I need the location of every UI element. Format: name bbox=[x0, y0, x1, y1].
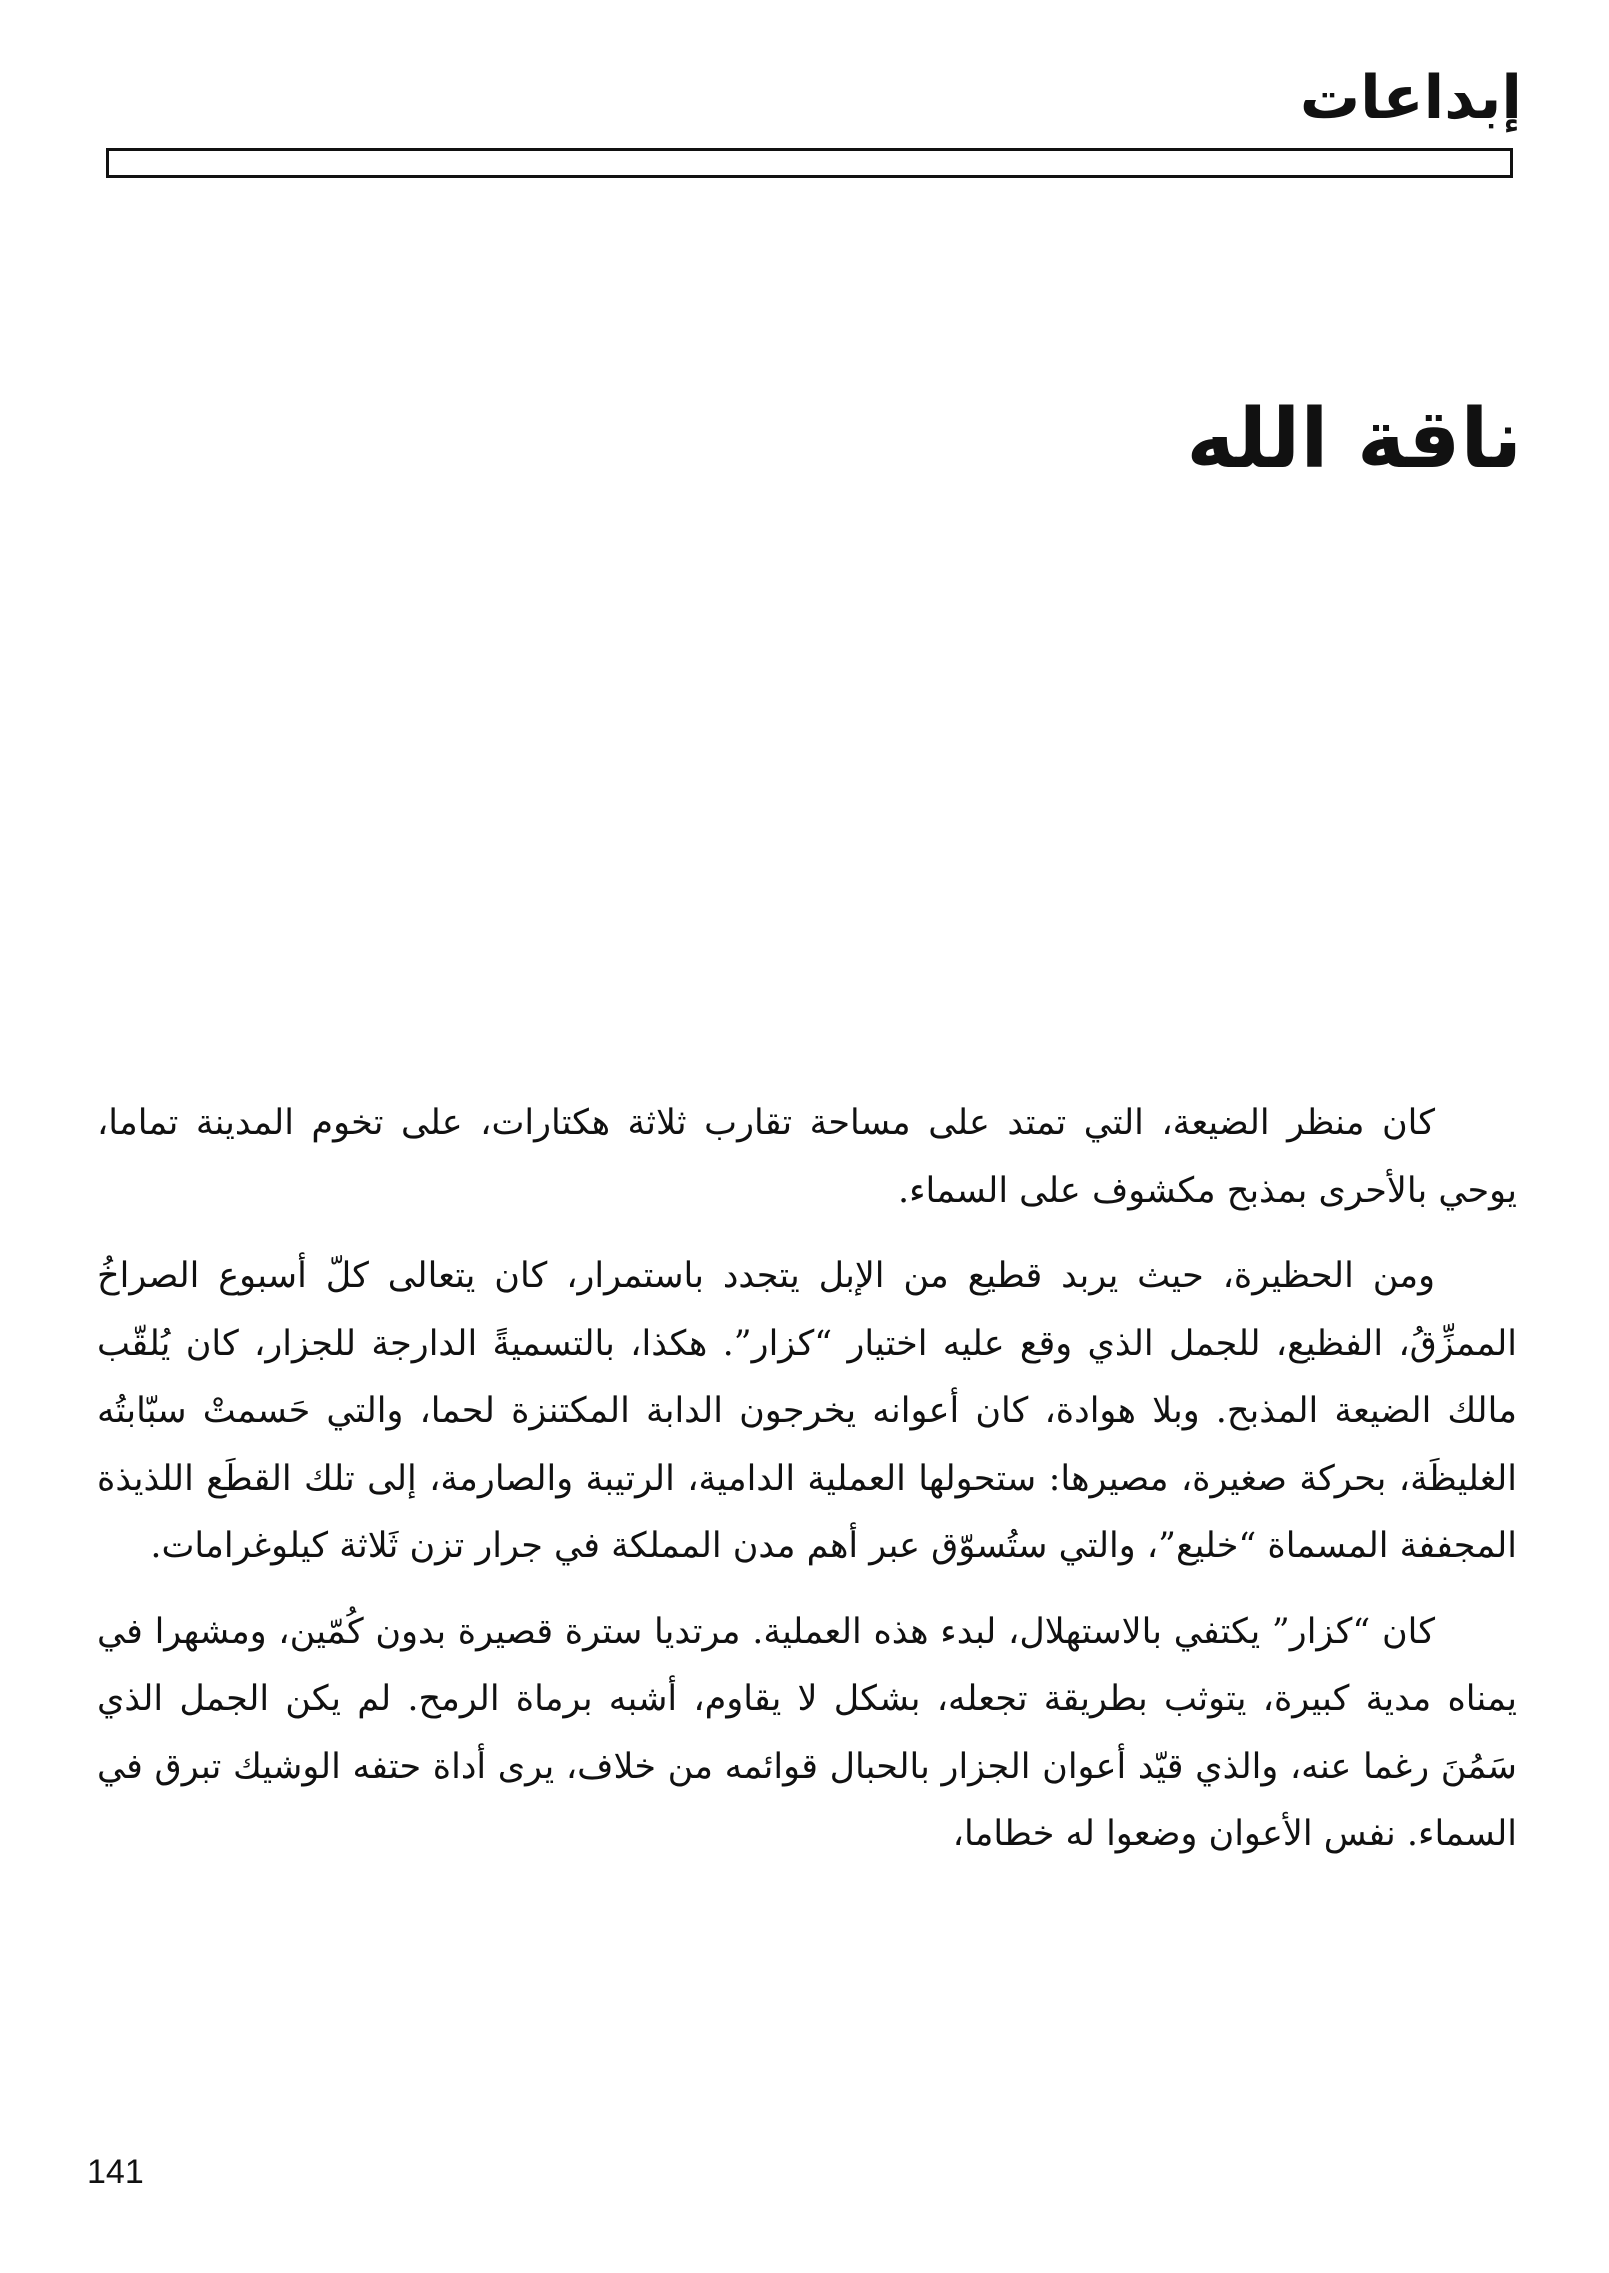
article-title: ناقة الله bbox=[1186, 392, 1522, 487]
paragraph: كان منظر الضيعة، التي تمتد على مساحة تقارب ثلاثة هكتارات، على تخوم المدينة تماما، يوحي بالأحرى بمذبح مكشوف على السماء. bbox=[97, 1103, 1517, 1211]
article-body bbox=[97, 1090, 1517, 1887]
paragraph: كان “كزار” يكتفي بالاستهلال، لبدء هذه العملية. مرتديا سترة قصيرة بدون كُمّين، ومشهرا في يمناه مدية كبيرة، يتوثب بطريقة تجعله، بشكل لا يقاوم، أشبه برماة الرمح. لم يكن الجمل الذي سَمُنَ رغما عنه، والذي قيّد أعوان الجزار بالحبال قوائمه من خلاف، يرى أداة حتفه الوشيك تبرق في السماء. نفس الأعوان وضعوا له خطاما، bbox=[97, 1611, 1517, 1854]
section-label: إبداعات bbox=[1299, 63, 1522, 133]
page-number: 141 bbox=[87, 2153, 144, 2191]
header-rule bbox=[106, 148, 1513, 178]
paragraph: ومن الحظيرة، حيث يربد قطيع من الإبل يتجدد باستمرار، كان يتعالى كلّ أسبوع الصراخُ الممزِّقُ، الفظيع، للجمل الذي وقع عليه اختيار “كزار”. هكذا، بالتسميةً الدارجة للجزار، كان يُلقّب مالك الضيعة المذبح. وبلا هوادة، كان أعوانه يخرجون الدابة المكتنزة لحما، والتي حَسمتْ سبّابتُه الغليظَة، بحركة صغيرة، مصيرها: ستحولها العملية الدامية، الرتيبة والصارمة، إلى تلك القطَع اللذيذة المجففة المسماة “خليع”، والتي ستُسوّق عبر أهم مدن المملكة في جرار تزن ثَلاثة كيلوغرامات. bbox=[97, 1256, 1517, 1566]
